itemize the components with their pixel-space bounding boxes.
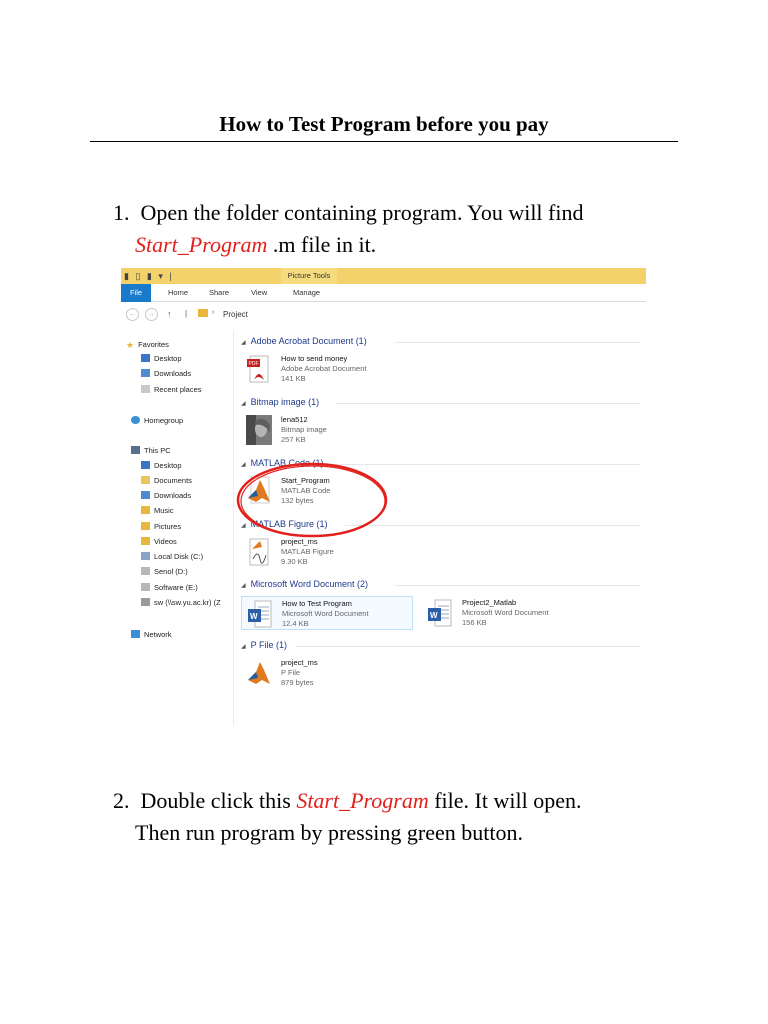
sidebar-item-homegroup[interactable]: Homegroup	[131, 416, 183, 428]
navigation-pane	[121, 330, 233, 726]
sidebar-item-downloads[interactable]: Downloads	[141, 369, 191, 381]
recent-places-icon	[141, 385, 150, 393]
documents-icon	[141, 476, 150, 484]
step-2-number: 2.	[113, 788, 130, 813]
file-name: lena512	[281, 415, 308, 424]
computer-icon	[131, 446, 140, 454]
step-1-number: 1.	[113, 200, 130, 225]
downloads-icon	[141, 491, 150, 499]
pictures-icon	[141, 522, 150, 530]
sidebar-item-software-e[interactable]: Software (E:)	[141, 583, 198, 595]
file-project-ms-p[interactable]	[241, 656, 401, 690]
file-name: project_ms	[281, 658, 318, 667]
collapse-icon: ◢	[241, 401, 246, 407]
desktop-icon	[141, 354, 150, 362]
step-2-suffix: file. It will open.	[428, 788, 582, 813]
group-divider	[395, 585, 640, 586]
music-icon	[141, 506, 150, 514]
collapse-icon: ◢	[241, 644, 246, 650]
file-type: Bitmap image	[281, 425, 327, 434]
folder-icon	[198, 309, 208, 317]
page-title: How to Test Program before you pay	[219, 112, 549, 136]
file-name: project_ms	[281, 537, 318, 546]
tab-file[interactable]: File	[121, 284, 151, 302]
file-size: 132 bytes	[281, 496, 314, 505]
up-arrow-icon[interactable]: ↑	[167, 309, 172, 319]
sidebar-item-this-pc[interactable]: This PC	[131, 446, 171, 458]
network-icon	[131, 630, 140, 638]
svg-text:W: W	[250, 612, 258, 621]
file-how-to-test-program[interactable]	[241, 596, 413, 630]
group-header-p-file[interactable]: ◢ P File (1)	[241, 640, 287, 650]
file-size: 257 KB	[281, 435, 306, 444]
file-type: Microsoft Word Document	[282, 609, 369, 618]
step-1-line-2	[135, 229, 376, 261]
pdf-icon	[246, 354, 272, 384]
tab-view[interactable]: View	[251, 288, 268, 297]
step-1-rest: .m file in it.	[267, 232, 377, 257]
quick-access-toolbar	[121, 268, 646, 284]
homegroup-icon	[131, 416, 140, 424]
back-button[interactable]: ←	[126, 308, 139, 321]
word-icon	[247, 599, 273, 629]
star-icon: ★	[126, 340, 135, 350]
step-1-line-1	[113, 197, 584, 229]
sidebar-item-pictures[interactable]: Pictures	[141, 522, 181, 534]
step-2-highlight: Start_Program	[296, 788, 429, 813]
file-name: How to Test Program	[282, 599, 352, 608]
file-type: P File	[281, 668, 301, 677]
group-header-matlab-code[interactable]: ◢ MATLAB Code (1)	[241, 458, 324, 468]
step-2-line-2: Then run program by pressing green button.	[135, 820, 523, 845]
sidebar-item-favorites[interactable]: ★ Favorites	[126, 340, 169, 350]
file-name: Start_Program	[281, 476, 330, 485]
file-type: MATLAB Code	[281, 486, 331, 495]
sidebar-item-documents[interactable]: Documents	[141, 476, 192, 488]
breadcrumb[interactable]: Project	[223, 310, 248, 319]
breadcrumb-separator-icon: ›	[212, 309, 215, 316]
tab-share[interactable]: Share	[209, 288, 230, 297]
address-bar	[121, 304, 646, 326]
step-1-text: Open the folder containing program. You will find	[140, 200, 584, 225]
sidebar-item-pc-desktop[interactable]: Desktop	[141, 461, 182, 473]
file-name: How to send money	[281, 354, 348, 363]
location-chevron-icon: |	[185, 309, 188, 318]
sidebar-item-network-drive-z[interactable]: sw (\\sw.yu.ac.kr) (Z	[141, 598, 221, 610]
tab-home[interactable]: Home	[168, 288, 189, 297]
group-header-bitmap[interactable]: ◢ Bitmap image (1)	[241, 397, 320, 407]
quick-access-icons: ▮ ▯ ▮ ▾ |	[124, 271, 174, 281]
drive-icon	[141, 552, 150, 560]
title-underline	[90, 141, 678, 142]
group-divider	[335, 403, 640, 404]
sidebar-item-local-disk-c[interactable]: Local Disk (C:)	[141, 552, 203, 564]
sidebar-item-network[interactable]: Network	[131, 630, 172, 642]
file-size: 9.30 KB	[281, 557, 308, 566]
tab-manage[interactable]: Manage	[293, 288, 321, 297]
videos-icon	[141, 537, 150, 545]
group-divider	[395, 342, 640, 343]
collapse-icon: ◢	[241, 462, 246, 468]
file-project-ms-figure[interactable]	[241, 535, 401, 569]
forward-button[interactable]: →	[145, 308, 158, 321]
file-size: 141 KB	[281, 374, 306, 383]
file-lena512[interactable]	[241, 413, 401, 447]
word-icon	[427, 598, 453, 628]
sidebar-item-music[interactable]: Music	[141, 506, 174, 518]
picture-tools-tab[interactable]: Picture Tools	[281, 268, 337, 284]
file-size: 12.4 KB	[282, 619, 309, 628]
file-project2-matlab[interactable]	[422, 596, 597, 630]
drive-icon	[141, 567, 150, 575]
image-thumbnail	[246, 415, 272, 445]
group-divider	[295, 646, 640, 647]
file-type: Adobe Acrobat Document	[281, 364, 367, 373]
group-header-word[interactable]: ◢ Microsoft Word Document (2)	[241, 579, 368, 589]
step-1-highlight: Start_Program	[135, 232, 268, 257]
sidebar-item-desktop[interactable]: Desktop	[141, 354, 182, 366]
collapse-icon: ◢	[241, 523, 246, 529]
highlight-ellipse	[234, 460, 390, 540]
collapse-icon: ◢	[241, 583, 246, 589]
file-size: 156 KB	[462, 618, 487, 627]
sidebar-item-pc-downloads[interactable]: Downloads	[141, 491, 191, 503]
downloads-icon	[141, 369, 150, 377]
step-2-line-1	[113, 785, 581, 817]
file-type: MATLAB Figure	[281, 547, 334, 556]
group-header-matlab-figure[interactable]: ◢ MATLAB Figure (1)	[241, 519, 328, 529]
svg-text:W: W	[430, 611, 438, 620]
ribbon	[121, 284, 646, 302]
file-type: Microsoft Word Document	[462, 608, 549, 617]
drive-icon	[141, 583, 150, 591]
svg-text:PDF: PDF	[248, 361, 259, 367]
sidebar-item-videos[interactable]: Videos	[141, 537, 177, 549]
file-name: Project2_Matlab	[462, 598, 517, 607]
matlab-icon	[246, 658, 272, 688]
step-2-prefix: Double click this	[140, 788, 297, 813]
file-how-to-send-money[interactable]	[241, 352, 401, 386]
sidebar-item-recent-places[interactable]: Recent places	[141, 385, 202, 397]
network-drive-icon	[141, 598, 150, 606]
sidebar-item-senol-d[interactable]: Senol (D:)	[141, 567, 188, 579]
file-size: 879 bytes	[281, 678, 314, 687]
collapse-icon: ◢	[241, 340, 246, 346]
matlab-figure-icon	[246, 537, 272, 567]
desktop-icon	[141, 461, 150, 469]
group-header-pdf[interactable]: ◢ Adobe Acrobat Document (1)	[241, 336, 367, 346]
